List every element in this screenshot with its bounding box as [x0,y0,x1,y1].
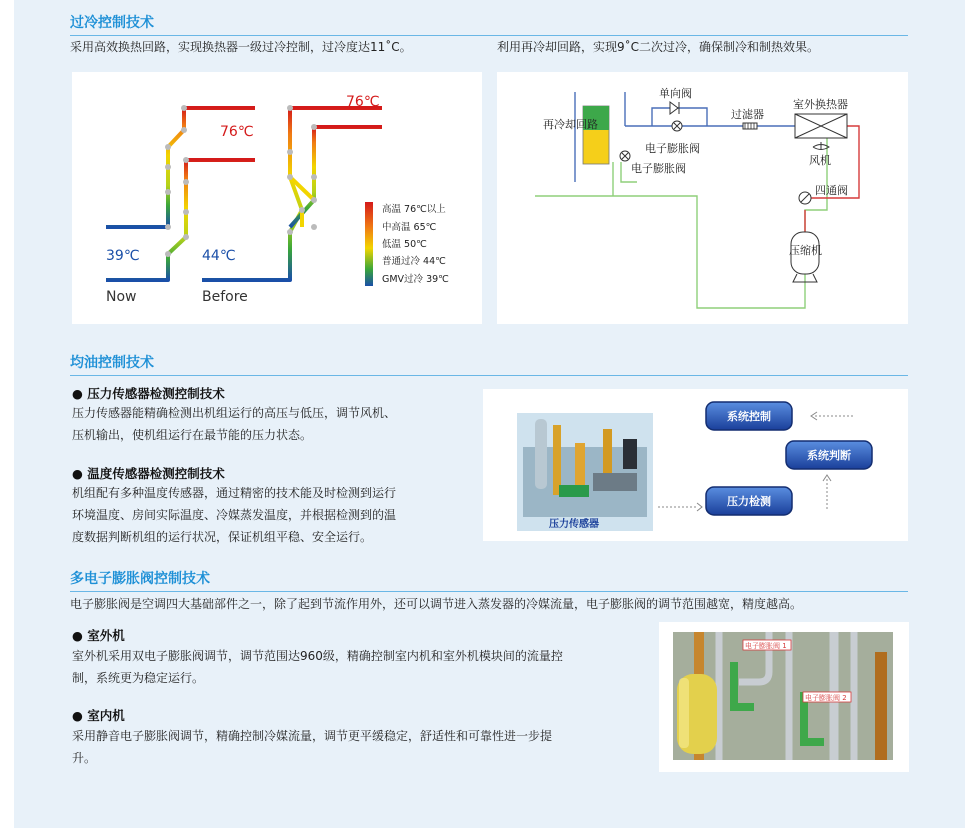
photo-label-2: 电子膨胀阀 2 [805,694,847,702]
check-valve-icon [670,102,679,114]
svg-text:系统控制: 系统控制 [727,410,771,423]
legend-item: 低温 50℃ [382,239,427,250]
text-line: 室外机采用双电子膨胀阀调节，调节范围达960级，精确控制室内机和室外机模块间的流量控 [72,649,563,663]
temperature-diagram [72,72,482,324]
section-title-subcooling: 过冷控制技术 [70,15,154,31]
eev-label-1: 电子膨胀阀 [645,142,700,155]
photo-label-1: 电子膨胀阀 1 [745,642,787,650]
outdoor-unit-title: ● 室外机 [72,628,125,643]
eev-photo [659,622,909,772]
temp-label-76-right: 76℃ [346,94,380,110]
sensor-label: 压力传感器 [549,519,599,530]
temp-sensor-text [72,482,396,548]
indoor-unit-text [72,725,552,769]
temp-label-76-left: 76℃ [220,124,254,140]
text-line: 采用静音电子膨胀阀调节，精确控制冷媒流量，调节更平缓稳定，舒适性和可靠性进一步提 [72,729,553,743]
four-way-label: 四通阀 [815,184,848,197]
filter-label: 过滤器 [731,108,764,121]
svg-text:压力检测: 压力检测 [727,495,771,508]
label-before: Before [202,289,248,305]
section-title-multi-eev: 多电子膨胀阀控制技术 [70,571,210,587]
pressure-sensor-title: ● 压力传感器检测控制技术 [72,386,225,401]
recool-label: 再冷却回路 [543,118,598,131]
text-line: 制，系统更为稳定运行。 [72,671,205,685]
circuit-diagram [497,72,908,324]
legend-item: 高温 76℃以上 [382,204,446,215]
legend-item: GMV过冷 39℃ [382,274,449,285]
section-divider [70,591,908,592]
btn-system-control [706,402,792,430]
outdoor-hx-label: 室外换热器 [793,98,848,111]
temp-label-now: 39℃ [106,248,140,264]
eev-photo-frame [659,622,909,772]
control-flow-illustration [483,389,908,541]
indoor-unit-title: ● 室内机 [72,708,125,723]
unit-photo [517,413,653,531]
text-line: 压机输出，使机组运行在最节能的压力状态。 [72,428,313,442]
left-margin [0,0,14,828]
subcooling-left-caption: 采用高效换热回路，实现换热器一级过冷控制，过冷度达11˚C。 [70,40,412,54]
text-line: 度数据判断机组的运行状况，保证机组平稳、安全运行。 [72,530,373,544]
subcooling-right-caption: 利用再冷却回路，实现9˚C二次过冷，确保制冷和制热效果。 [497,40,820,54]
pressure-sensor-text [72,402,396,446]
compressor-label: 压缩机 [789,244,822,257]
outdoor-unit-text [72,645,563,689]
legend-item: 普通过冷 44℃ [382,256,446,267]
temp-label-before: 44℃ [202,248,236,264]
fan-label: 风机 [809,154,831,167]
label-now: Now [106,289,137,305]
text-line: 压力传感器能精确检测出机组运行的高压与低压，调节风机、 [72,406,397,420]
text-line: 机组配有多种温度传感器，通过精密的技术能及时检测到运行 [72,486,397,500]
eev-intro: 电子膨胀阀是空调四大基础部件之一，除了起到节流作用外，还可以调节进入蒸发器的冷媒流量，电子膨胀阀的调节范围越宽，精度越高。 [70,597,803,611]
temp-sensor-title: ● 温度传感器检测控制技术 [72,466,225,481]
section-divider [70,375,908,376]
check-valve-label: 单向阀 [659,87,692,100]
svg-text:系统判断: 系统判断 [807,449,851,462]
btn-pressure-detect [706,487,792,515]
text-line: 升。 [72,751,97,765]
eev-label-2: 电子膨胀阀 [631,162,686,175]
legend-color-bar [365,202,373,286]
section-title-oil-balance: 均油控制技术 [70,355,154,371]
btn-system-judge [786,441,872,469]
legend-item: 中高温 65℃ [382,222,437,233]
legend [382,203,449,285]
text-line: 环境温度、房间实际温度、冷媒蒸发温度，并根据检测到的温 [72,508,397,522]
